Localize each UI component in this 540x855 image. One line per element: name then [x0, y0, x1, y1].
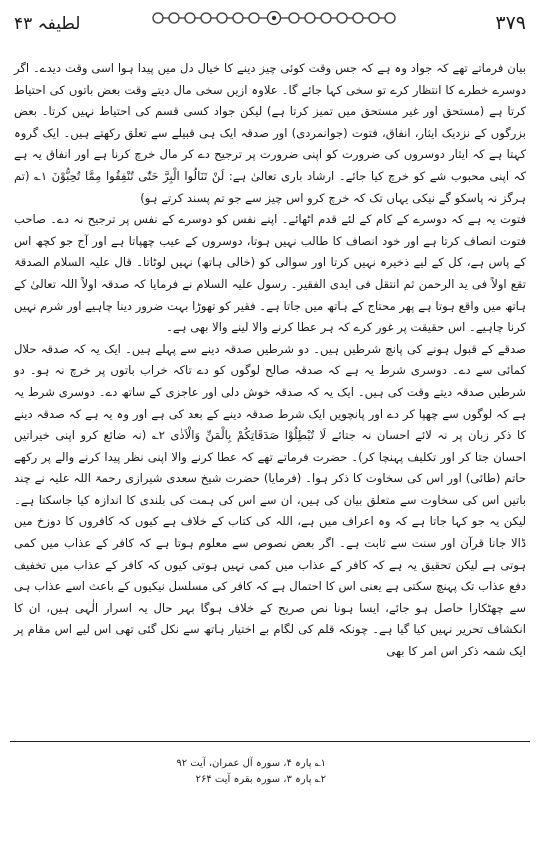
- footnotes: [14, 756, 526, 788]
- page-number: ۳۷۹: [495, 12, 526, 34]
- paragraph: صدقے کے قبول ہونے کی پانچ شرطیں ہیں۔ دو شرطیں صدقہ دینے سے پہلے ہیں۔ ایک یہ کہ صدقہ حلال کمائی سے دے۔ دوسری شرط یہ ہے کہ صدقہ صالح لوگوں کو دے تاکہ خراب باتوں پر خرچ نہ ہو۔ دو شرطیں صدقہ دیتے وقت کی ہیں۔ ایک یہ کہ صدقہ خوش دلی اور عاجزی کے ساتھ دے۔ دوسری شرط یہ ہے کہ لوگوں سے چھپا کر دے اور پانچویں ایک شرط صدقہ دینے کے بعد کی ہے اور وہ یہ ہے کہ صدقہ دینے کا ذکر زبان پر نہ لائے احسان نہ جتائے لَا تُبْطِلُوْا صَدَقَاتِكُمْ بِالْمَنِّ وَالْاَذٰی ۲؎ (نہ ضائع کرو اپنی خیراتیں احسان جتا کر اور تکلیف پہنچا کر)۔ حضرت فرماتے تھے کہ عطا کرنے والا اپنی نظر پیدا کرنے والے پر رکھے حاتم (طائی) اور اس کی سخاوت کا ذکر ہوا۔ (فرمایا) حضرت شیخ سعدی شیرازی رحمۃ اللہ علیہ نے چند باتیں اس کی سخاوت سے متعلق بیان کی ہیں، ان سے اس کی ہمت کی بلندی کا اندازہ کیا جاسکتا ہے۔ لیکن یہ جو کہا جاتا ہے کہ وہ اعراف میں ہے، اللہ کی کتاب کے خلاف ہے کیوں کہ کافروں کا دوزخ میں ڈالا جانا قرآن اور سنت سے ثابت ہے۔ اگر بعض نصوص سے معلوم ہوتا ہے کہ کافر کے عذاب میں کمی ہوتی ہے لیکن تحقیق یہ ہے کہ کافر کے عذاب میں کمی نہیں ہوتی کیوں کہ کافر کے عذاب میں تخفیف دفع عذاب تک پہنچ سکتی ہے یعنی اس کا احتمال ہے کہ کافر کی مسلسل نیکیوں کے باعث اسے عذاب ہی سے چھٹکارا حاصل ہو جائے، ایسا ہونا نص صریح کے خلاف ہوگا بہر حال یہ اسرار الٰہی ہیں، ان کا انکشاف تحریر نہیں کیا گیا ہے۔ چونکہ قلم کی لگام بے اختیار ہاتھ سے نکل گئی تھی اس لیے اس مقام پر ایک شمہ ذکر اس امر کا بھی: [14, 341, 527, 659]
- footnote: ۲؎ پارہ ۳، سورہ بقرہ آیت ۲۶۴: [195, 774, 326, 785]
- body-text: [14, 58, 526, 663]
- paragraph: بیان فرماتے تھے کہ جواد وہ ہے کہ جس وقت کوئی چیز دینے کا خیال دل میں پیدا ہوا اسی وقت دیدے۔ اگر دوسرے خطرے کا انتظار کرے تو سخی کہا جائے گا۔ علاوہ ازیں سخی مال دیتے وقت بعض باتوں کی احتیاط کرتا ہے (مستحق اور غیر مستحق میں تمیز کرتا ہے) لیکن جواد کسی قسم کی احتیاط نہیں کرتا۔ بعض بزرگوں کے نزدیک ایثار، انفاق، فتوت (جوانمردی) اور صدقہ ایک ہی قبیلے سے تعلق رکھتے ہیں۔ ایک گروہ کہتا ہے کہ ایثار دوسروں کی ضرورت کو اپنی ضرورت پر ترجیح دے کر مال خرچ کرنا ہے اور انفاق یہ ہے کہ اپنی محبوب شے کو خرچ کیا جائے۔ ارشاد باری تعالیٰ ہے: لَنْ تَنَالُوا الْبِرَّ حَتّٰی تُنْفِقُوا مِمَّا تُحِبُّوْنَ ۱؎ (تم ہرگز نہ پاسکو گے نیکی یہاں تک کہ خرچ کرو اس چیز سے جو تم پسند کرتے ہو): [14, 61, 526, 205]
- footnote: ۱؎ پارہ ۴، سورہ آل عمران، آیت ۹۲: [176, 758, 326, 769]
- footnote-divider: [10, 741, 530, 742]
- running-title: لطیفہ ۴۳: [14, 13, 81, 34]
- header-ornament: [150, 9, 398, 27]
- paragraph: فتوت یہ ہے کہ دوسرے کے کام کے لئے قدم اٹھائے۔ اپنے نفس کو دوسرے کے نفس پر ترجیح نہ دے۔ صاحب فتوت انصاف کرتا ہے اور خود انصاف کا طالب نہیں ہوتا، دوسروں کے عیب چھپاتا ہے اور آج جو کچھ اس کے پاس ہے، کل کے لیے ذخیرہ نہیں کرتا اور سوالی کو (خالی ہاتھ) نہیں لوٹاتا۔ قال علیہ السلام الصدقۃ تقع اولاً فی ید الرحمن ثم انتقل فی ایدی الفقیر۔ رسول علیہ السلام نے فرمایا کہ صدقہ اولاً اللہ تعالیٰ کے ہاتھ میں واقع ہوتا ہے پھر محتاج کے ہاتھ میں جاتا ہے۔ فقیر کو تھوڑا بہت ضرور دینا چاہیے اور شرم نہیں کرنا چاہیے۔ اس حقیقت پر غور کرے کہ ہر عطا کرنے والا لینے والا بھی ہے۔: [14, 212, 526, 335]
